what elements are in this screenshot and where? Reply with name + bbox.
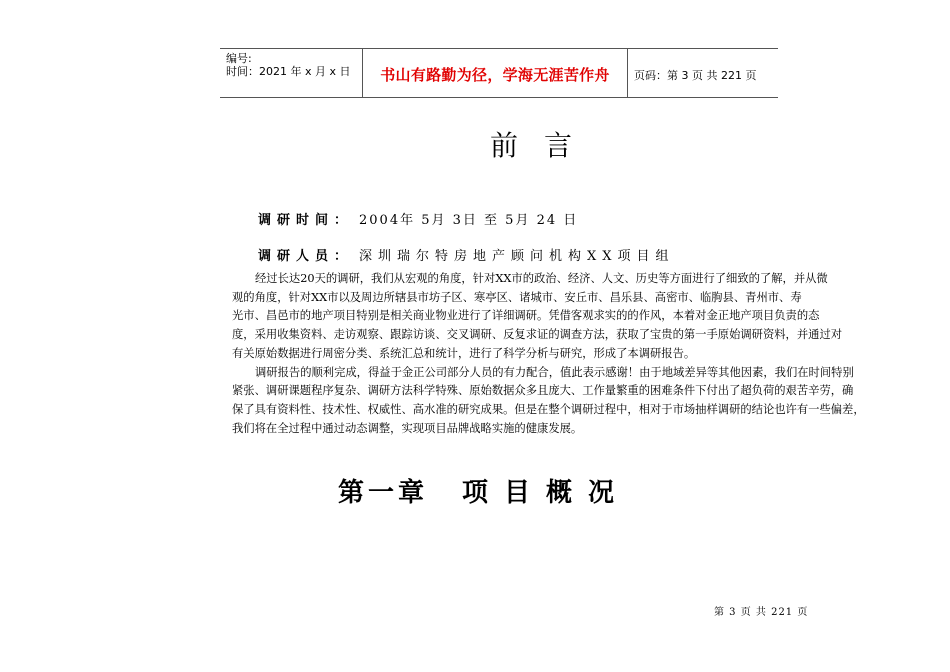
survey-time-row xyxy=(258,209,578,228)
page-header xyxy=(220,48,778,98)
paragraph-line: 观的角度，针对XX市以及周边所辖县市坊子区、寒亭区、诸城市、安丘市、昌乐县、高密市、临朐县、青州市、寿 xyxy=(232,290,802,304)
motto-text: 书山有路勤为径，学海无涯苦作舟 xyxy=(380,66,610,84)
chapter-number: 第一章 xyxy=(338,478,429,508)
header-motto-cell xyxy=(363,49,628,97)
header-page-cell xyxy=(628,49,778,97)
paragraph-line: 我们将在全过程中通过动态调整，实现项目品牌战略实施的健康发展。 xyxy=(232,421,583,435)
preface-body xyxy=(232,270,892,438)
preface-title: 前言 xyxy=(490,129,599,162)
survey-people-value: 深圳瑞尔特房地产顾问机构XX项目组 xyxy=(359,249,675,264)
header-page-code: 页码：第 3 页 共 221 页 xyxy=(634,69,757,82)
survey-people-row xyxy=(258,245,675,264)
paragraph-line: 有关原始数据进行周密分类、系统汇总和统计，进行了科学分析与研究，形成了本调研报告。 xyxy=(232,346,696,360)
paragraph-line: 保了具有资料性、技术性、权威性、高水准的研究成果。但是在整个调研过程中，相对于市场抽样调研的结论也许有一些偏差， xyxy=(232,402,865,416)
paragraph-line: 度，采用收集资料、走访观察、跟踪访谈、交叉调研、反复求证的调查方法，获取了宝贵的第一手原始调研资料，并通过对 xyxy=(232,328,843,342)
survey-time-label: 调研时间： xyxy=(258,213,354,228)
paragraph-line: 紧张、调研课题程序复杂、调研方法科学特殊、原始数据众多且庞大、工作量繁重的困难条件下付出了超负荷的艰苦辛劳，确 xyxy=(232,384,854,398)
time-label: 时间：2021 年 x 月 x 日 xyxy=(226,65,351,78)
chapter-heading xyxy=(338,472,630,509)
survey-people-label: 调研人员： xyxy=(258,249,354,264)
paragraph-line: 调研报告的顺利完成，得益于金正公司部分人员的有力配合，值此表示感谢！由于地域差异等其他因素，我们在时间特别 xyxy=(255,365,854,379)
header-meta-cell xyxy=(220,49,363,97)
paragraph-line: 光市、昌邑市的地产项目特别是相关商业物业进行了详细调研。凭借客观求实的的作风，本着对金正地产项目负责的态 xyxy=(232,309,820,323)
survey-time-value: 2004年 5月 3日 至 5月 24 日 xyxy=(359,213,579,228)
code-label: 编号: xyxy=(226,52,252,65)
paragraph-line: 经过长达20天的调研，我们从宏观的角度，针对XX市的政治、经济、人文、历史等方面进行了细致的了解，并从微 xyxy=(255,272,828,285)
page-footer: 第 3 页 共 221 页 xyxy=(714,607,809,618)
chapter-title: 项目概况 xyxy=(462,478,631,508)
